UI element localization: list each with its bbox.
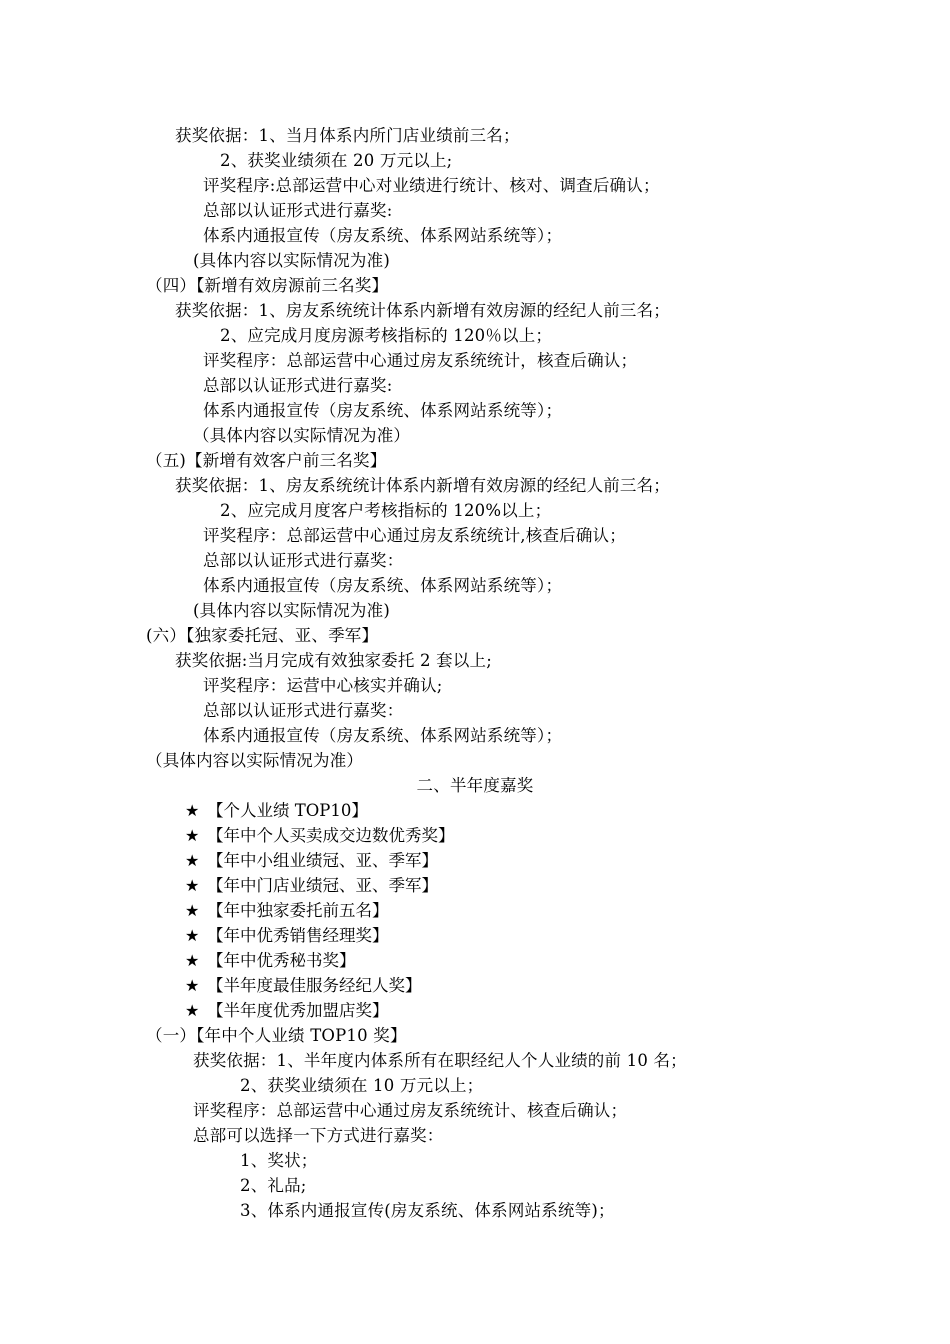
list-item-label: 【年中小组业绩冠、亚、季军】 [207,851,438,870]
option-item-3: 3、体系内通报宣传(房友系统、体系网站系统等)； [240,1201,615,1220]
award-basis-line-2: 2、应完成月度房源考核指标的 120％以上； [220,326,553,345]
publicity-line: 体系内通报宣传（房友系统、体系网站系统等）； [203,726,563,745]
award-procedure-line: 评奖程序：总部运营中心通过房友系统统计,核查后确认； [203,526,626,545]
award-basis-line-2: 2、获奖业绩须在 20 万元以上; [220,151,453,170]
section-title-half-year: 二、半年度嘉奖 [416,776,534,795]
list-item [185,1001,389,1021]
certification-line: 总部以认证形式进行嘉奖: [203,201,393,220]
star-icon: ★ [185,826,200,845]
list-item [185,801,368,821]
list-item [185,926,389,946]
section-heading-5: （五)【新增有效客户前三名奖】 [146,451,387,470]
list-item [185,851,438,871]
award-basis-line-2: 2、获奖业绩须在 10 万元以上； [240,1076,484,1095]
section-heading-6: (六）【独家委托冠、亚、季军】 [146,626,379,645]
publicity-line: 体系内通报宣传（房友系统、体系网站系统等）； [203,226,563,245]
option-item-1: 1、奖状； [240,1151,318,1170]
award-procedure-line: 评奖程序:总部运营中心对业绩进行统计、核对、调查后确认； [203,176,660,195]
award-procedure-line: 评奖程序：总部运营中心通过房友系统统计，核查后确认； [203,351,638,370]
award-basis-line: 获奖依据:当月完成有效独家委托 2 套以上; [175,651,493,670]
section-heading-4: （四）【新增有效房源前三名奖】 [146,276,389,295]
star-icon: ★ [185,876,200,895]
award-basis-line: 获奖依据：1、房友系统统计体系内新增有效房源的经纪人前三名； [175,301,670,320]
publicity-line: 体系内通报宣传（房友系统、体系网站系统等）； [203,576,563,595]
list-item [185,976,422,996]
list-item-label: 【年中优秀销售经理奖】 [207,926,389,945]
certification-line: 总部以认证形式进行嘉奖: [203,376,393,395]
publicity-line: 体系内通报宣传（房友系统、体系网站系统等）； [203,401,563,420]
star-icon: ★ [185,976,200,995]
award-procedure-line: 评奖程序：运营中心核实并确认; [203,676,443,695]
certification-line: 总部以认证形式进行嘉奖： [203,551,404,570]
list-item [185,826,455,846]
list-item [185,901,389,921]
award-basis-line: 获奖依据：1、半年度内体系所有在职经纪人个人业绩的前 10 名； [193,1051,687,1070]
star-icon: ★ [185,926,200,945]
list-item-label: 【半年度最佳服务经纪人奖】 [207,976,422,995]
star-icon: ★ [185,851,200,870]
certification-line: 总部以认证形式进行嘉奖： [203,701,404,720]
award-basis-line-2: 2、应完成月度客户考核指标的 120%以上； [220,501,552,520]
list-item-label: 【年中独家委托前五名】 [207,901,389,920]
list-item-label: 【年中优秀秘书奖】 [207,951,356,970]
list-item-label: 【个人业绩 TOP10】 [207,801,368,820]
star-icon: ★ [185,901,200,920]
note-line: （具体内容以实际情况为准） [193,426,411,445]
list-item-label: 【半年度优秀加盟店奖】 [207,1001,389,1020]
award-procedure-line: 评奖程序：总部运营中心通过房友系统统计、核查后确认； [193,1101,628,1120]
sub-heading-1: （一）【年中个人业绩 TOP10 奖】 [146,1026,407,1045]
star-icon: ★ [185,801,200,820]
list-item-label: 【年中个人买卖成交边数优秀奖】 [207,826,455,845]
list-item [185,876,438,896]
star-icon: ★ [185,951,200,970]
list-item [185,951,356,971]
note-line: (具体内容以实际情况为准) [193,601,390,620]
list-item-label: 【年中门店业绩冠、亚、季军】 [207,876,438,895]
note-line: （具体内容以实际情况为准） [146,751,364,770]
option-item-2: 2、礼品; [240,1176,307,1195]
award-basis-line: 获奖依据：1、当月体系内所门店业绩前三名； [175,126,520,145]
options-intro-line: 总部可以选择一下方式进行嘉奖： [193,1126,444,1145]
award-basis-line: 获奖依据：1、房友系统统计体系内新增有效房源的经纪人前三名； [175,476,670,495]
note-line: (具体内容以实际情况为准) [193,251,390,270]
star-icon: ★ [185,1001,200,1020]
